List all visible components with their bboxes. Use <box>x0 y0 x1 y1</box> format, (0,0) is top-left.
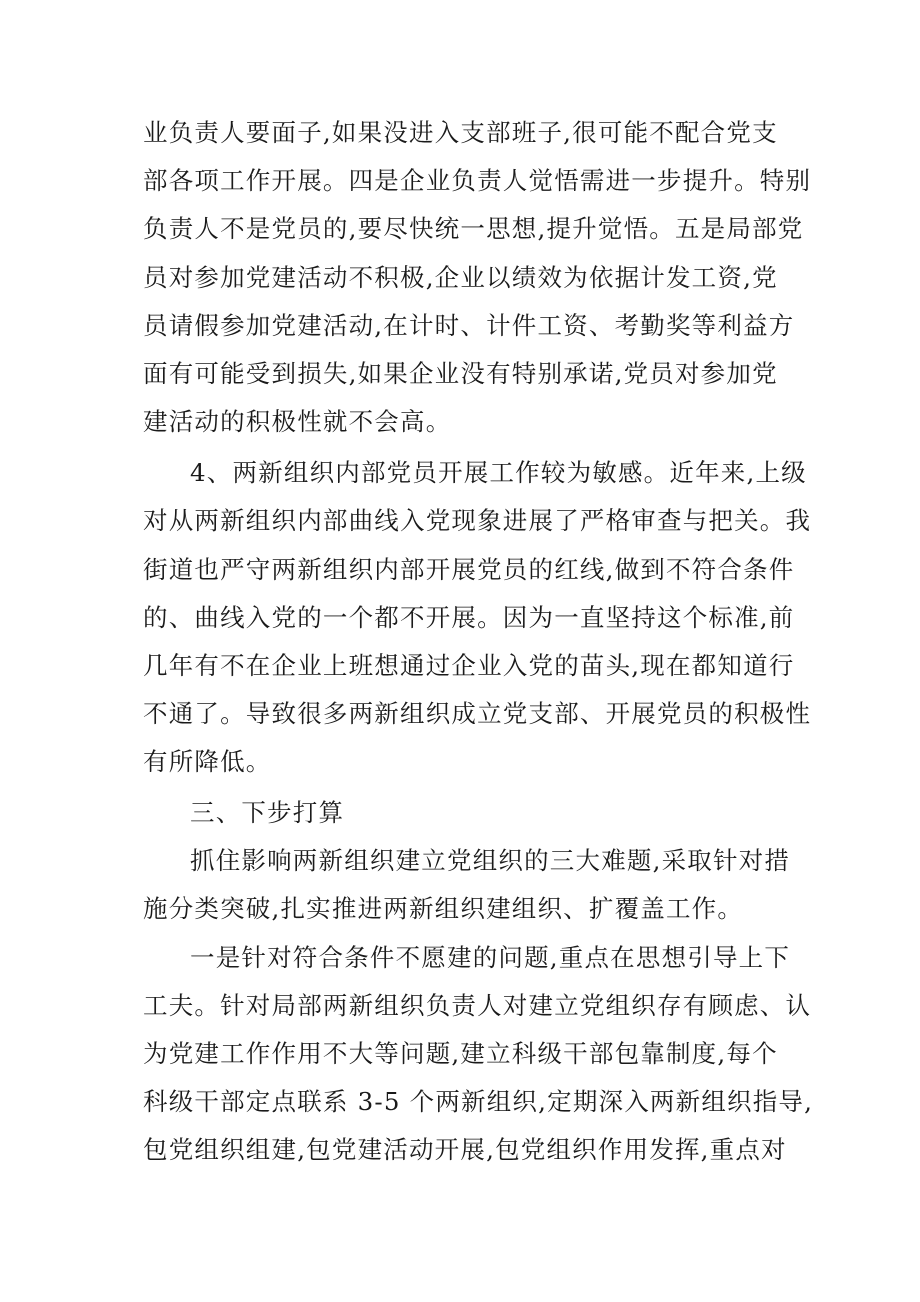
text-line-12: 几年有不在企业上班想通过企业入党的苗头,现在都知道行 <box>143 651 795 680</box>
text-line-17: 施分类突破,扎实推进两新组织建组织、扩覆盖工作。 <box>143 894 744 923</box>
text-line-20: 为党建工作作用不大等问题,建立科级干部包靠制度,每个 <box>143 1039 778 1068</box>
text-line-9: 对从两新组织内部曲线入党现象进展了严格审查与把关。我 <box>143 506 812 535</box>
paragraph-start-4: 4、两新组织内部党员开展工作较为敏感。近年来,上级 <box>190 458 807 487</box>
text-line-2: 部各项工作开展。四是企业负责人觉悟需进一步提升。特别 <box>143 166 812 195</box>
text-line-3: 负责人不是党员的,要尽快统一思想,提升觉悟。五是局部党 <box>143 214 804 243</box>
text-line-10: 街道也严守两新组织内部开展党员的红线,做到不符合条件 <box>143 555 795 584</box>
text-line-14: 有所降低。 <box>143 747 272 776</box>
text-line-6: 面有可能受到损失,如果企业没有特别承诺,党员对参加党 <box>143 359 778 388</box>
text-line-5: 员请假参加党建活动,在计时、计件工资、考勤奖等利益方 <box>143 311 795 340</box>
text-line-1: 业负责人要面子,如果没进入支部班子,很可能不配合党支 <box>143 118 778 147</box>
paragraph-start-plan: 抓住影响两新组织建立党组织的三大难题,采取针对措 <box>190 846 791 875</box>
text-line-19: 工夫。针对局部两新组织负责人对建立党组织存有顾虑、认 <box>143 991 812 1020</box>
text-line-11: 的、曲线入党的一个都不开展。因为一直坚持这个标准,前 <box>143 603 795 632</box>
text-line-21: 科级干部定点联系 3-5 个两新组织,定期深入两新组织指导, <box>143 1087 814 1116</box>
text-line-13: 不通了。导致很多两新组织成立党支部、开展党员的积极性 <box>143 699 812 728</box>
paragraph-start-first: 一是针对符合条件不愿建的问题,重点在思想引导上下 <box>190 943 791 972</box>
text-line-22: 包党组织组建,包党建活动开展,包党组织作用发挥,重点对 <box>143 1135 787 1164</box>
text-line-4: 员对参加党建活动不积极,企业以绩效为依据计发工资,党 <box>143 263 778 292</box>
section-heading: 三、下步打算 <box>190 798 345 827</box>
text-line-7: 建活动的积极性就不会高。 <box>143 407 452 436</box>
